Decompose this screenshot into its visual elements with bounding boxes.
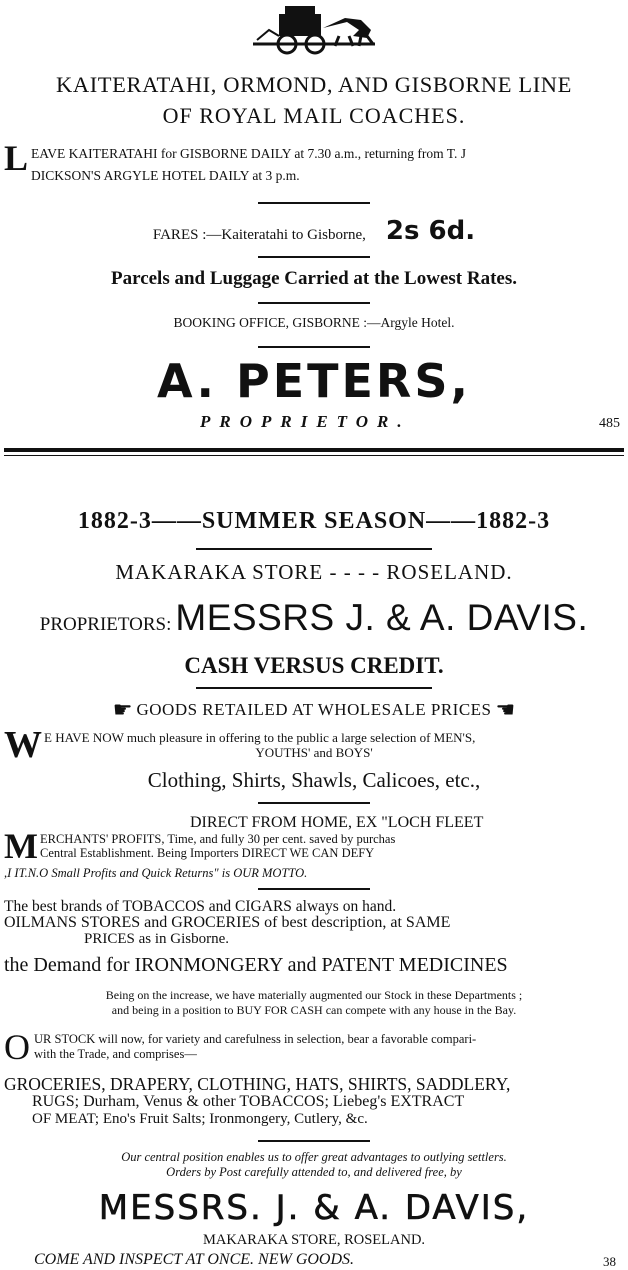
ad2-direct: DIRECT FROM HOME, EX "LOCH FLEET [190,814,484,831]
ad1-leave-line2: DICKSON'S ARGYLE HOTEL DAILY at 3 p.m. [31,168,300,183]
ad1-leave-paragraph [0,138,628,187]
ad2-we-paragraph [0,724,628,766]
ad-separator-thin [4,455,624,456]
pointing-hand-left-icon: ☛ [112,697,133,722]
ad2-our-paragraph [0,1027,628,1067]
ad1-rule-2 [258,256,370,258]
ad2-increase-line1: Being on the increase, we have materially augmented our Stock in these Departments ; [105,988,523,1002]
ad2-rule-4 [258,888,370,890]
ad1-rule-1 [258,202,370,204]
ad2-our-dropcap: O [4,1027,30,1067]
ad1-booking: BOOKING OFFICE, GISBORNE :—Argyle Hotel. [173,315,455,330]
ad2-come: COME AND INSPECT AT ONCE. NEW GOODS. [34,1251,355,1268]
ad1-proprietor-row [0,412,628,436]
ad2-our-line2: with the Trade, and comprises— [34,1047,197,1061]
ad1-fares-label: FARES :—Kaiteratahi to Gisborne, [152,227,366,243]
ad2-proprietors [0,597,628,639]
ad2-clothing: Clothing, Shirts, Shawls, Calicoes, etc., [147,768,481,792]
ad2-central-line1: Our central position enables us to offer great advantages to outlying settlers. [121,1150,507,1164]
ad2-cash: CASH VERSUS CREDIT. [184,653,444,678]
ad2-we-dropcap: W [4,724,42,766]
ad1-parcels: Parcels and Luggage Carried at the Lowest Rates. [111,268,517,289]
ad2-we-line2: YOUTHS' and BOYS' [255,745,373,760]
ad2-tobaccos: The best brands of TOBACCOS and CIGARS always on hand. [4,898,397,915]
ad2-demand: the Demand for IRONMONGERY and PATENT MEDICINES [4,954,508,976]
ad2-store: MAKARAKA STORE - - - - ROSELAND. [115,560,513,584]
ad2-proprietors-label: PROPRIETORS: [39,614,172,635]
ad1-proprietor-title: PROPRIETOR. [200,412,411,431]
ad2-merchants-line1: ERCHANTS' PROFITS, Time, and fully 30 per cent. saved by purchas [39,832,396,846]
ad2-merchants-line2: Central Establishment. Being Importers DIRECT WE CAN DEFY [39,846,375,860]
ad1-leave-dropcap: L [4,138,29,178]
ad2-merchants-dropcap: M [4,826,38,866]
ad2-groceries-line2: RUGS; Durham, Venus & other TOBACCOS; Liebeg's EXTRACT [32,1093,465,1110]
ad1-rule-3 [258,302,370,304]
ad2-increase-line2: and being in a position to BUY FOR CASH can compete with any house in the Bay. [111,1003,517,1017]
ad2-groceries-line1: GROCERIES, DRAPERY, CLOTHING, HATS, SHIRTS, SADDLERY, [4,1074,511,1094]
ad1-proprietor-name: A. PETERS, [157,354,471,408]
ad2-rule-1 [196,548,432,550]
ad1-title-line2: OF ROYAL MAIL COACHES. [162,103,466,128]
ad2-goods-row [0,697,628,723]
ad2-signature: MESSRS. J. & A. DAVIS, [98,1188,530,1228]
ad2-rule-3 [258,802,370,804]
ad1-fares [0,216,628,246]
ad2-central-line2: Orders by Post carefully attended to, and delivered free, by [166,1165,462,1179]
ad2-merchants-paragraph [0,826,628,866]
ad1-rule-4 [258,346,370,348]
ad-separator [4,448,624,452]
ad2-our-line1: UR STOCK will now, for variety and carefulness in selection, bear a favorable compari- [34,1032,477,1046]
ad2-season: 1882-3——SUMMER SEASON——1882-3 [77,508,551,534]
ad2-come-row [0,1251,628,1270]
ad2-number: 38 [603,1254,616,1269]
ad1-fares-price: 2s 6d. [385,216,476,246]
ad1-title-line1: KAITERATAHI, ORMOND, AND GISBORNE LINE [56,72,572,97]
pointing-hand-right-icon: ☚ [495,697,516,722]
coach-illustration [0,0,628,62]
ad2-oilmans-line2: PRICES as in Gisborne. [84,931,230,947]
ad2-motto: ,I IT.N.O Small Profits and Quick Returns" is OUR MOTTO. [4,866,308,880]
ad2-rule-5 [258,1140,370,1142]
ad2-rule-2 [196,687,432,689]
ad2-signature-store: MAKARAKA STORE, ROSELAND. [202,1232,426,1248]
ad2-groceries-line3: OF MEAT; Eno's Fruit Salts; Ironmongery, Cutlery, &c. [32,1111,368,1127]
ad2-oilmans-line1: OILMANS STORES and GROCERIES of best description, at SAME [4,914,451,931]
ad2-proprietors-name: MESSRS J. & A. DAVIS. [175,597,589,638]
ad2-we-line1: E HAVE NOW much pleasure in offering to the public a large selection of MEN'S, [44,730,476,745]
ad1-number: 485 [599,416,620,431]
ad1-leave-line1: EAVE KAITERATAHI for GISBORNE DAILY at 7.30 a.m., returning from T. J [31,146,467,161]
ad2-goods: GOODS RETAILED AT WHOLESALE PRICES [136,700,492,719]
